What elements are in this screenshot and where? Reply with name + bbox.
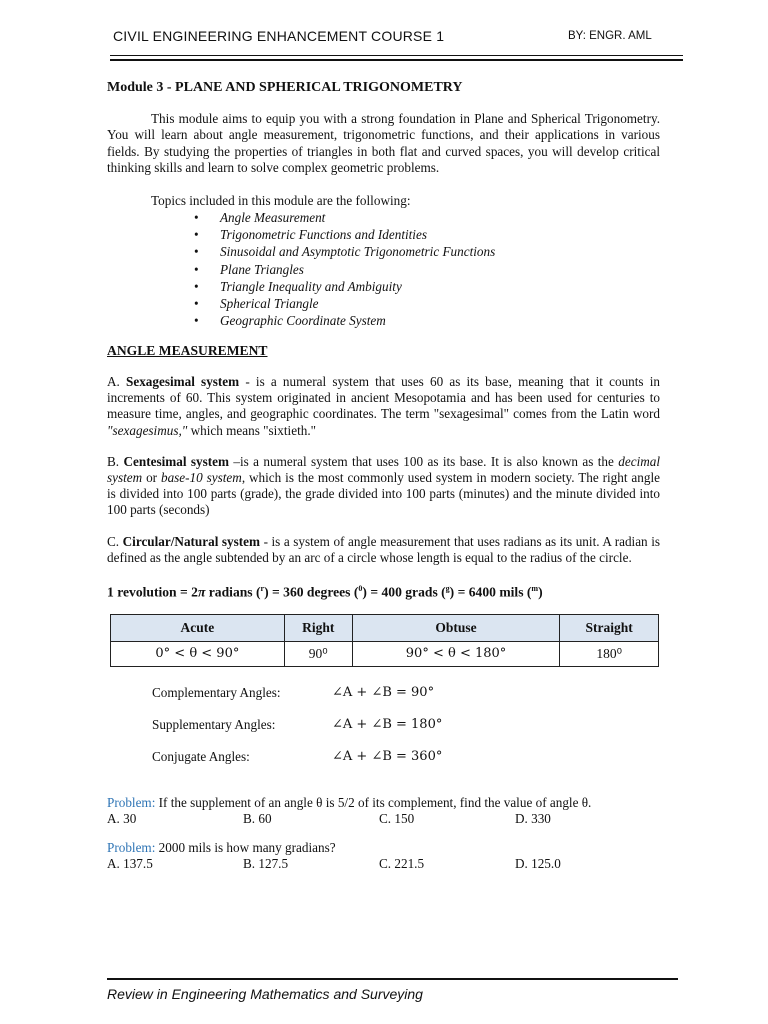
course-title: CIVIL ENGINEERING ENHANCEMENT COURSE 1 <box>113 28 445 44</box>
revolution-equation: 1 revolution = 2π radians ($^r$) = 360 degrees ($^0$) = 400 grads ($^g$) = 6400 mils ($^m$) <box>107 583 543 600</box>
topic-item: • Geographic Coordinate System <box>220 312 660 329</box>
term: Sexagesimal system <box>126 373 240 389</box>
relation-label: Supplementary Angles: <box>152 716 276 732</box>
answer-choices <box>107 856 660 873</box>
angle-types-table <box>110 614 659 667</box>
page-body <box>107 80 660 873</box>
problem-block <box>107 840 660 873</box>
header-rule <box>110 55 683 56</box>
section-heading: ANGLE MEASUREMENT <box>107 343 268 359</box>
table-cell: 180⁰ <box>560 641 659 666</box>
module-title: Module 3 - PLANE AND SPHERICAL TRIGONOMETRY <box>107 80 463 95</box>
relation-expression: ∠A + ∠B = 360° <box>332 748 443 764</box>
page-footer: Review in Engineering Mathematics and Surveying <box>107 986 423 1002</box>
answer-choice: A. 30 <box>107 811 137 827</box>
answer-choice: D. 330 <box>515 811 551 827</box>
topic-item: • Plane Triangles <box>220 261 660 278</box>
answer-choice: A. 137.5 <box>107 856 153 872</box>
relation-row <box>152 685 660 717</box>
term: Centesimal system <box>123 453 229 469</box>
relation-label: Conjugate Angles: <box>152 748 250 764</box>
answer-choice: D. 125.0 <box>515 856 561 872</box>
answer-choices <box>107 811 660 828</box>
module-intro: This module aims to equip you with a strong foundation in Plane and Spherical Trigonometry. You will learn about angle measurement, trigonometric functions, and their applications in various fields. By studying the properties of triangles in both flat and curved spaces, you will develop critical thinking skills and learn to solve complex geometric problems. <box>107 110 660 175</box>
footer-rule <box>107 978 678 980</box>
centesimal-definition: B. Centesimal system –is a numeral system that uses 100 as its base. It is also known as the decimal system or base-10 system, which is the most commonly used system in modern society. The right angle is divided into 100 parts (grade), the grade divided into 100 parts (minutes) and the minute divided into 100 parts (seconds) <box>107 453 661 518</box>
problem-label: Problem: <box>107 839 156 855</box>
topic-item: • Trigonometric Functions and Identities <box>220 226 660 243</box>
topics-intro: Topics included in this module are the following: <box>151 192 411 208</box>
table-header-cell: Acute <box>111 614 285 641</box>
table-header-cell: Straight <box>560 614 659 641</box>
topic-item: • Sinusoidal and Asymptotic Trigonometric Functions <box>220 243 660 260</box>
table-header-row <box>111 614 659 641</box>
sexagesimal-definition: A. Sexagesimal system - is a numeral system that uses 60 as its base, meaning that it counts in increments of 60. This system originated in ancient Mesopotamia and has been used for centuries to measure time, angles, and geographic coordinates. The term "sexagesimal" comes from the Latin word "sexagesimus," which means "sixtieth." <box>107 373 661 438</box>
problem-label: Problem: <box>107 794 156 810</box>
circular-definition: C. Circular/Natural system - is a system of angle measurement that uses radians as its unit. A radian is defined as the angle subtended by an arc of a circle whose length is equal to the radius of the circle. <box>107 533 660 565</box>
answer-choice: B. 127.5 <box>243 856 289 872</box>
problem-statement: Problem: 2000 mils is how many gradians? <box>107 839 336 855</box>
topic-item: • Angle Measurement <box>220 209 660 226</box>
answer-choice: B. 60 <box>243 811 272 827</box>
table-header-cell: Obtuse <box>352 614 560 641</box>
table-row <box>111 641 659 666</box>
problem-statement: Problem: If the supplement of an angle θ is 5/2 of its complement, find the value of angle θ. <box>107 794 592 810</box>
angle-relations <box>152 685 660 781</box>
relation-expression: ∠A + ∠B = 90° <box>332 684 435 700</box>
table-cell: 90° < θ < 180° <box>352 641 560 666</box>
answer-choice: C. 221.5 <box>379 856 425 872</box>
relation-row <box>152 749 660 781</box>
relation-label: Complementary Angles: <box>152 684 281 700</box>
header-rule-thick <box>110 59 683 61</box>
answer-choice: C. 150 <box>379 811 415 827</box>
topics-list <box>107 209 660 329</box>
topic-item: • Triangle Inequality and Ambiguity <box>220 278 660 295</box>
author-credit: BY: ENGR. AML <box>568 30 652 42</box>
term: Circular/Natural system <box>122 533 261 549</box>
relation-expression: ∠A + ∠B = 180° <box>332 716 443 732</box>
problem-block <box>107 795 660 828</box>
topic-item: • Spherical Triangle <box>220 295 660 312</box>
table-header-cell: Right <box>284 614 352 641</box>
table-cell: 90⁰ <box>284 641 352 666</box>
table-cell: 0° < θ < 90° <box>111 641 285 666</box>
relation-row <box>152 717 660 749</box>
